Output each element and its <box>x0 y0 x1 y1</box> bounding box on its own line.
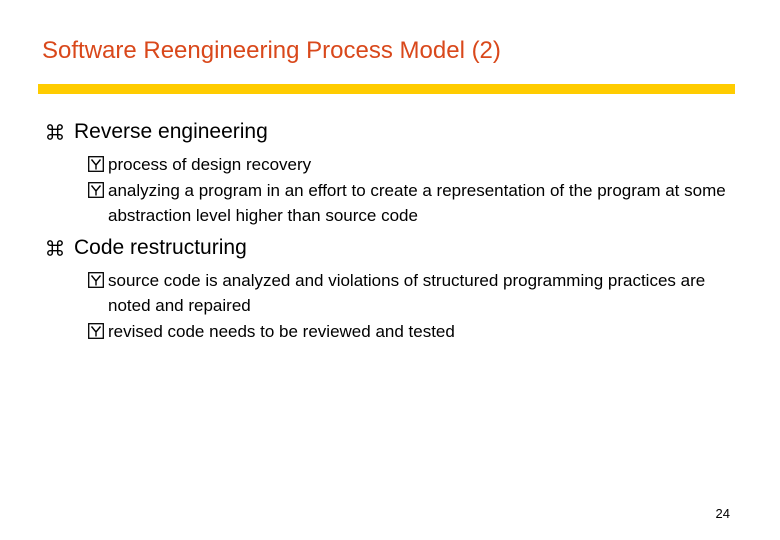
bullet-level1 <box>46 118 746 146</box>
slide-body <box>46 118 746 350</box>
command-key-icon <box>46 123 64 141</box>
checkbox-y-icon <box>88 323 104 339</box>
page-number: 24 <box>715 506 730 521</box>
bullet-level2 <box>46 268 746 318</box>
checkbox-y-icon <box>88 272 104 288</box>
command-key-icon <box>46 239 64 257</box>
bullet-group <box>46 118 746 228</box>
bullet-group <box>46 234 746 344</box>
bullet-level1-text: Code restructuring <box>74 236 247 259</box>
bullet-level1-text: Reverse engineering <box>74 120 268 143</box>
bullet-level2-text: source code is analyzed and violations of structured programming practices are noted and repaired <box>108 271 706 315</box>
bullet-level2-text: analyzing a program in an effort to create a representation of the program at some abstraction level higher than source code <box>108 181 726 225</box>
title-divider <box>38 84 735 94</box>
slide-title: Software Reengineering Process Model (2) <box>42 37 501 64</box>
checkbox-y-icon <box>88 182 104 198</box>
bullet-level2 <box>46 319 746 344</box>
bullet-level1 <box>46 234 746 262</box>
bullet-level2-text: process of design recovery <box>108 155 312 174</box>
bullet-level2 <box>46 152 746 177</box>
checkbox-y-icon <box>88 156 104 172</box>
bullet-level2 <box>46 178 746 228</box>
bullet-level2-text: revised code needs to be reviewed and tested <box>108 322 455 341</box>
